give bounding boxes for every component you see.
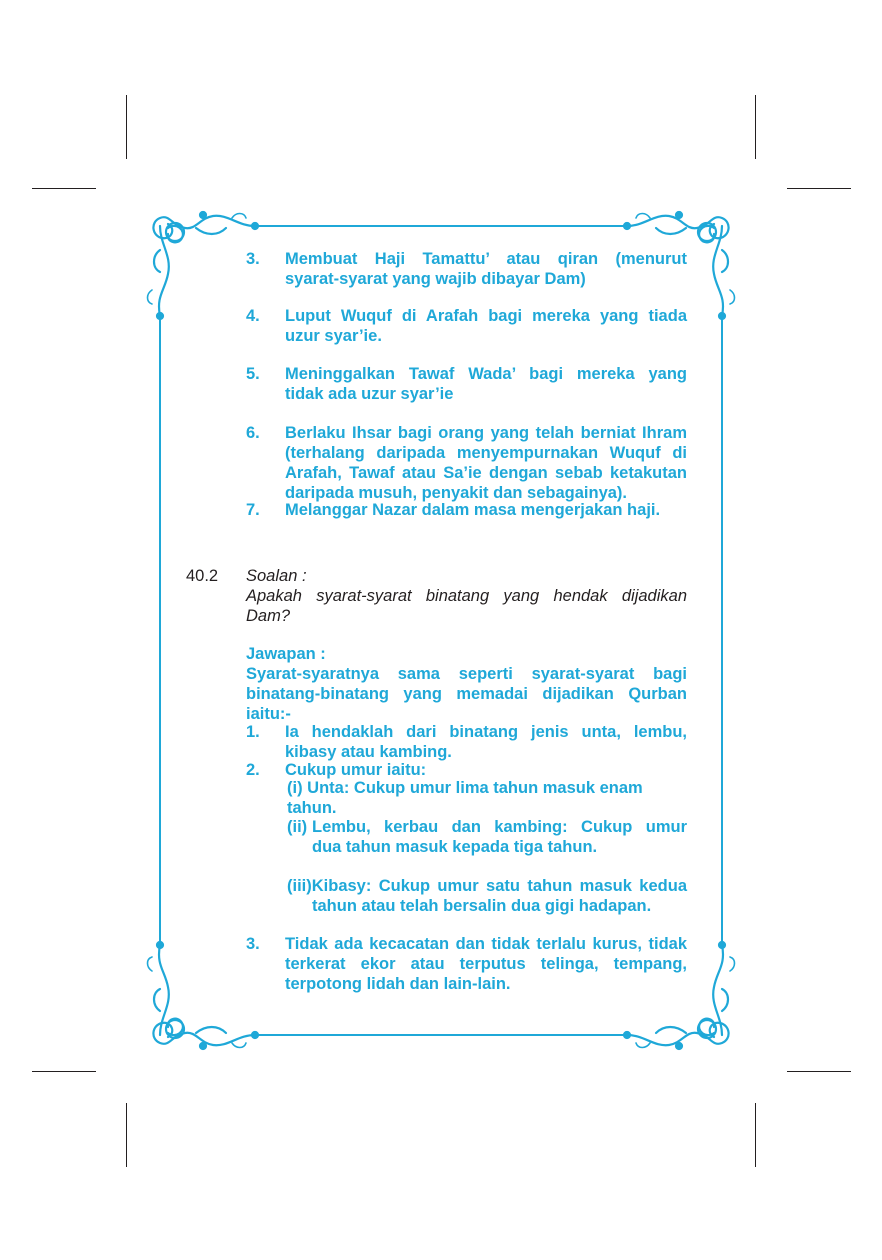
sub-item-i: (i) Unta: Cukup umur lima tahun masuk enam tahun.: [287, 779, 643, 817]
sub-item-ii-label: (ii): [287, 818, 308, 836]
sub-item-ii-text: Lembu, kerbau dan kambing: Cukup umur dua tahun masuk kepada tiga tahun.: [312, 818, 687, 856]
corner-ornament-top-left: [148, 212, 259, 319]
list-number: 2.: [246, 761, 260, 779]
list-item-text: Berlaku Ihsar bagi orang yang telah berniat Ihram (terhalang daripada menyempurnakan Wuquf di Arafah, Tawaf atau Sa’ie dengan sebab ketakutan daripada musuh, penyakit dan sebagainya).: [285, 424, 687, 502]
list-number: 6.: [246, 424, 260, 442]
list-item-title: Cukup umur iaitu:: [285, 761, 427, 779]
list-number: 5.: [246, 365, 260, 383]
sub-item-iii: (iii)Kibasy: Cukup umur satu tahun masuk kedua tahun atau telah bersalin dua gigi hadapan.: [287, 877, 687, 915]
list-item-text: Tidak ada kecacatan dan tidak terlalu kurus, tidak terkerat ekor atau terputus telinga, tempang, terpotong lidah dan lain-lain.: [285, 935, 687, 993]
corner-ornament-bottom-left: [148, 942, 259, 1049]
list-number: 7.: [246, 501, 260, 519]
answer-intro: Syarat-syaratnya sama seperti syarat-syarat bagi binatang-binatang yang memadai dijadikan Qurban iaitu:-: [246, 665, 687, 723]
list-item-text: Melanggar Nazar dalam masa mengerjakan haji.: [285, 501, 661, 519]
question-number: 40.2: [186, 567, 219, 585]
list-item-text: Ia hendaklah dari binatang jenis unta, lembu, kibasy atau kambing.: [285, 723, 687, 761]
list-number: 3.: [246, 250, 260, 268]
list-item-text: Membuat Haji Tamattu’ atau qiran (menurut syarat-syarat yang wajib dibayar Dam): [285, 250, 687, 288]
list-item-text: Luput Wuquf di Arafah bagi mereka yang tiada uzur syar’ie.: [285, 307, 687, 345]
question-text: Apakah syarat-syarat binatang yang hendak dijadikan Dam?: [246, 587, 687, 625]
answer-label: Jawapan :: [246, 645, 326, 663]
list-number: 1.: [246, 723, 260, 741]
question-label: Soalan :: [246, 567, 307, 585]
list-number: 4.: [246, 307, 260, 325]
list-item-text: Meninggalkan Tawaf Wada’ bagi mereka yang tidak ada uzur syar’ie: [285, 365, 687, 403]
list-number: 3.: [246, 935, 260, 953]
